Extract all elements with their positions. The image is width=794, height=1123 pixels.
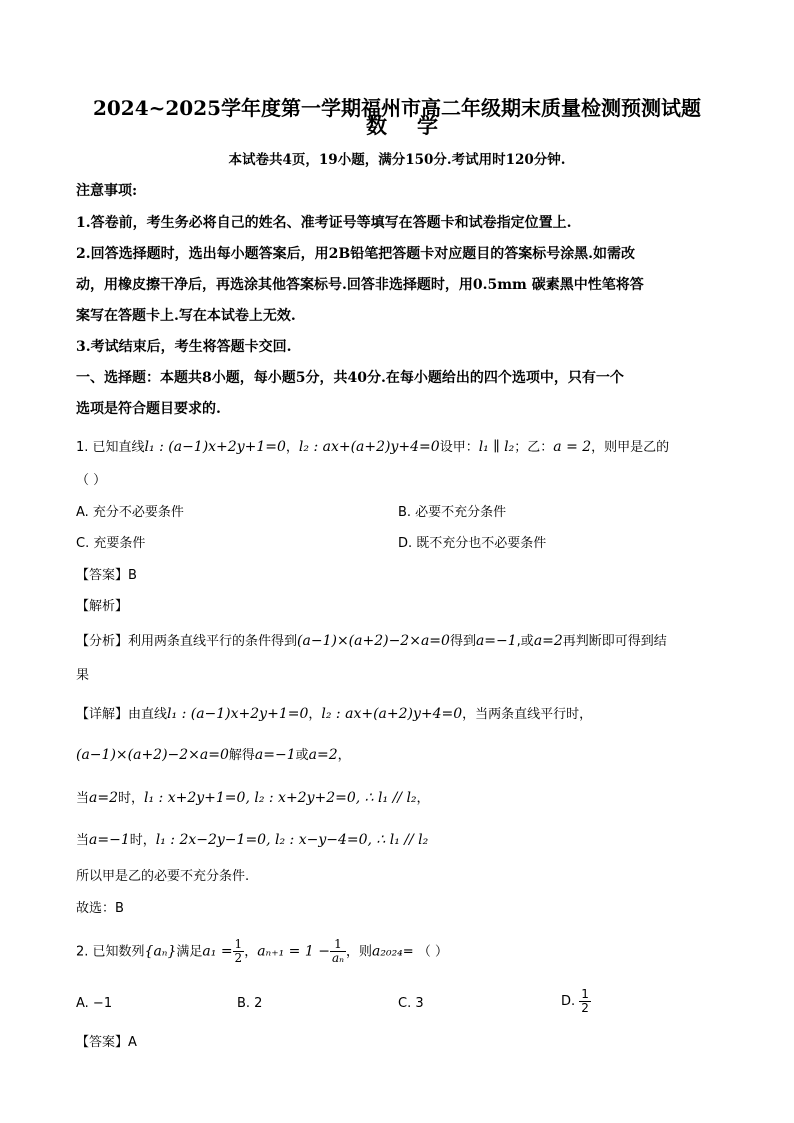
notice-item-2-line-3: 案写在答题卡上.写在本试卷上无效. — [76, 308, 296, 324]
notice-item-1: 1.答卷前，考生务必将自己的姓名、准考证号等填写在答题卡和试卷指定位置上. — [76, 215, 572, 231]
q2-stem: 2. 已知数列{aₙ}满足a₁ = $\frac{1}{2}$ ，aₙ₊₁ = 1 − $\frac{1}{\text{aₙ}}$ ，则a₂₀₂₄= （ ） — [76, 937, 448, 965]
section-heading-line-1: 一、选择题：本题共8小题，每小题5分，共40分.在每小题给出的四个选项中，只有一个 — [76, 370, 624, 386]
q1-xiangjie: 【详解】由直线l₁ : (a−1)x+2y+1=0，l₂ : ax+(a+2)y+4=0，当两条直线平行时， — [76, 706, 593, 722]
q2-answer: 【答案】A — [76, 1035, 137, 1050]
subject-title: 数学 — [366, 113, 468, 138]
a1-fraction: $\frac{1}{2}$ — [234, 937, 243, 965]
notice-item-3: 3.考试结束后，考生将答题卡交回. — [76, 339, 292, 355]
recurrence-fraction: $\frac{1}{\text{aₙ}}$ — [331, 937, 344, 965]
section-heading-line-2: 选项是符合题目要求的. — [76, 401, 221, 417]
notice-item-2-line-1: 2.回答选择题时，选出每小题答案后，用2B铅笔把答题卡对应题目的答案标号涂黑.如需改 — [76, 246, 636, 262]
q1-option-a: A. 充分不必要条件 — [76, 505, 184, 520]
q1-option-c: C. 充要条件 — [76, 536, 146, 551]
q1-step-3: 当a=−1时，l₁ : 2x−2y−1=0, l₂ : x−y−4=0, ∴ l₁ // l₂ — [76, 832, 429, 848]
q1-conclusion: 所以甲是乙的必要不充分条件. — [76, 869, 250, 884]
q2-option-a: A. −1 — [76, 996, 113, 1011]
exam-title: 2024~2025学年度第一学期福州市高二年级期末质量检测预测试题 — [92, 96, 702, 120]
exam-info: 本试卷共4页，19小题，满分150分.考试用时120分钟. — [228, 152, 566, 168]
q1-option-b: B. 必要不充分条件 — [398, 505, 507, 520]
q1-fenxi: 【分析】利用两条直线平行的条件得到(a−1)×(a+2)−2×a=0得到a=−1,或a=2再判断即可得到结 — [76, 633, 667, 649]
q1-analysis-label: 【解析】 — [76, 599, 129, 614]
q1-fenxi-line-2: 果 — [76, 668, 90, 683]
notice-heading: 注意事项: — [76, 183, 138, 199]
q1-step-1: (a−1)×(a+2)−2×a=0解得a=−1或a=2， — [76, 747, 351, 763]
q2-option-d-fraction: $\frac{1}{2}$ — [581, 987, 589, 1015]
q2-option-b: B. 2 — [237, 996, 263, 1011]
notice-item-2-line-2: 动，用橡皮擦干净后，再选涂其他答案标号.回答非选择题时，用0.5mm 碳素黑中性笔将答 — [76, 277, 644, 293]
q1-option-d: D. 既不充分也不必要条件 — [398, 536, 547, 551]
q1-choose: 故选：B — [76, 901, 124, 916]
q1-answer: 【答案】B — [76, 568, 137, 583]
q1-paren: （ ） — [76, 473, 107, 488]
q2-option-c: C. 3 — [398, 996, 424, 1011]
q2-option-d: D. $\frac{1}{2}$ — [561, 987, 589, 1015]
q1-stem: 1. 已知直线l₁ : (a−1)x+2y+1=0，l₂ : ax+(a+2)y+4=0设甲：l₁ ∥ l₂；乙：a = 2，则甲是乙的 — [76, 439, 670, 455]
q1-step-2: 当a=2时，l₁ : x+2y+1=0, l₂ : x+2y+2=0, ∴ l₁ // l₂， — [76, 790, 430, 806]
